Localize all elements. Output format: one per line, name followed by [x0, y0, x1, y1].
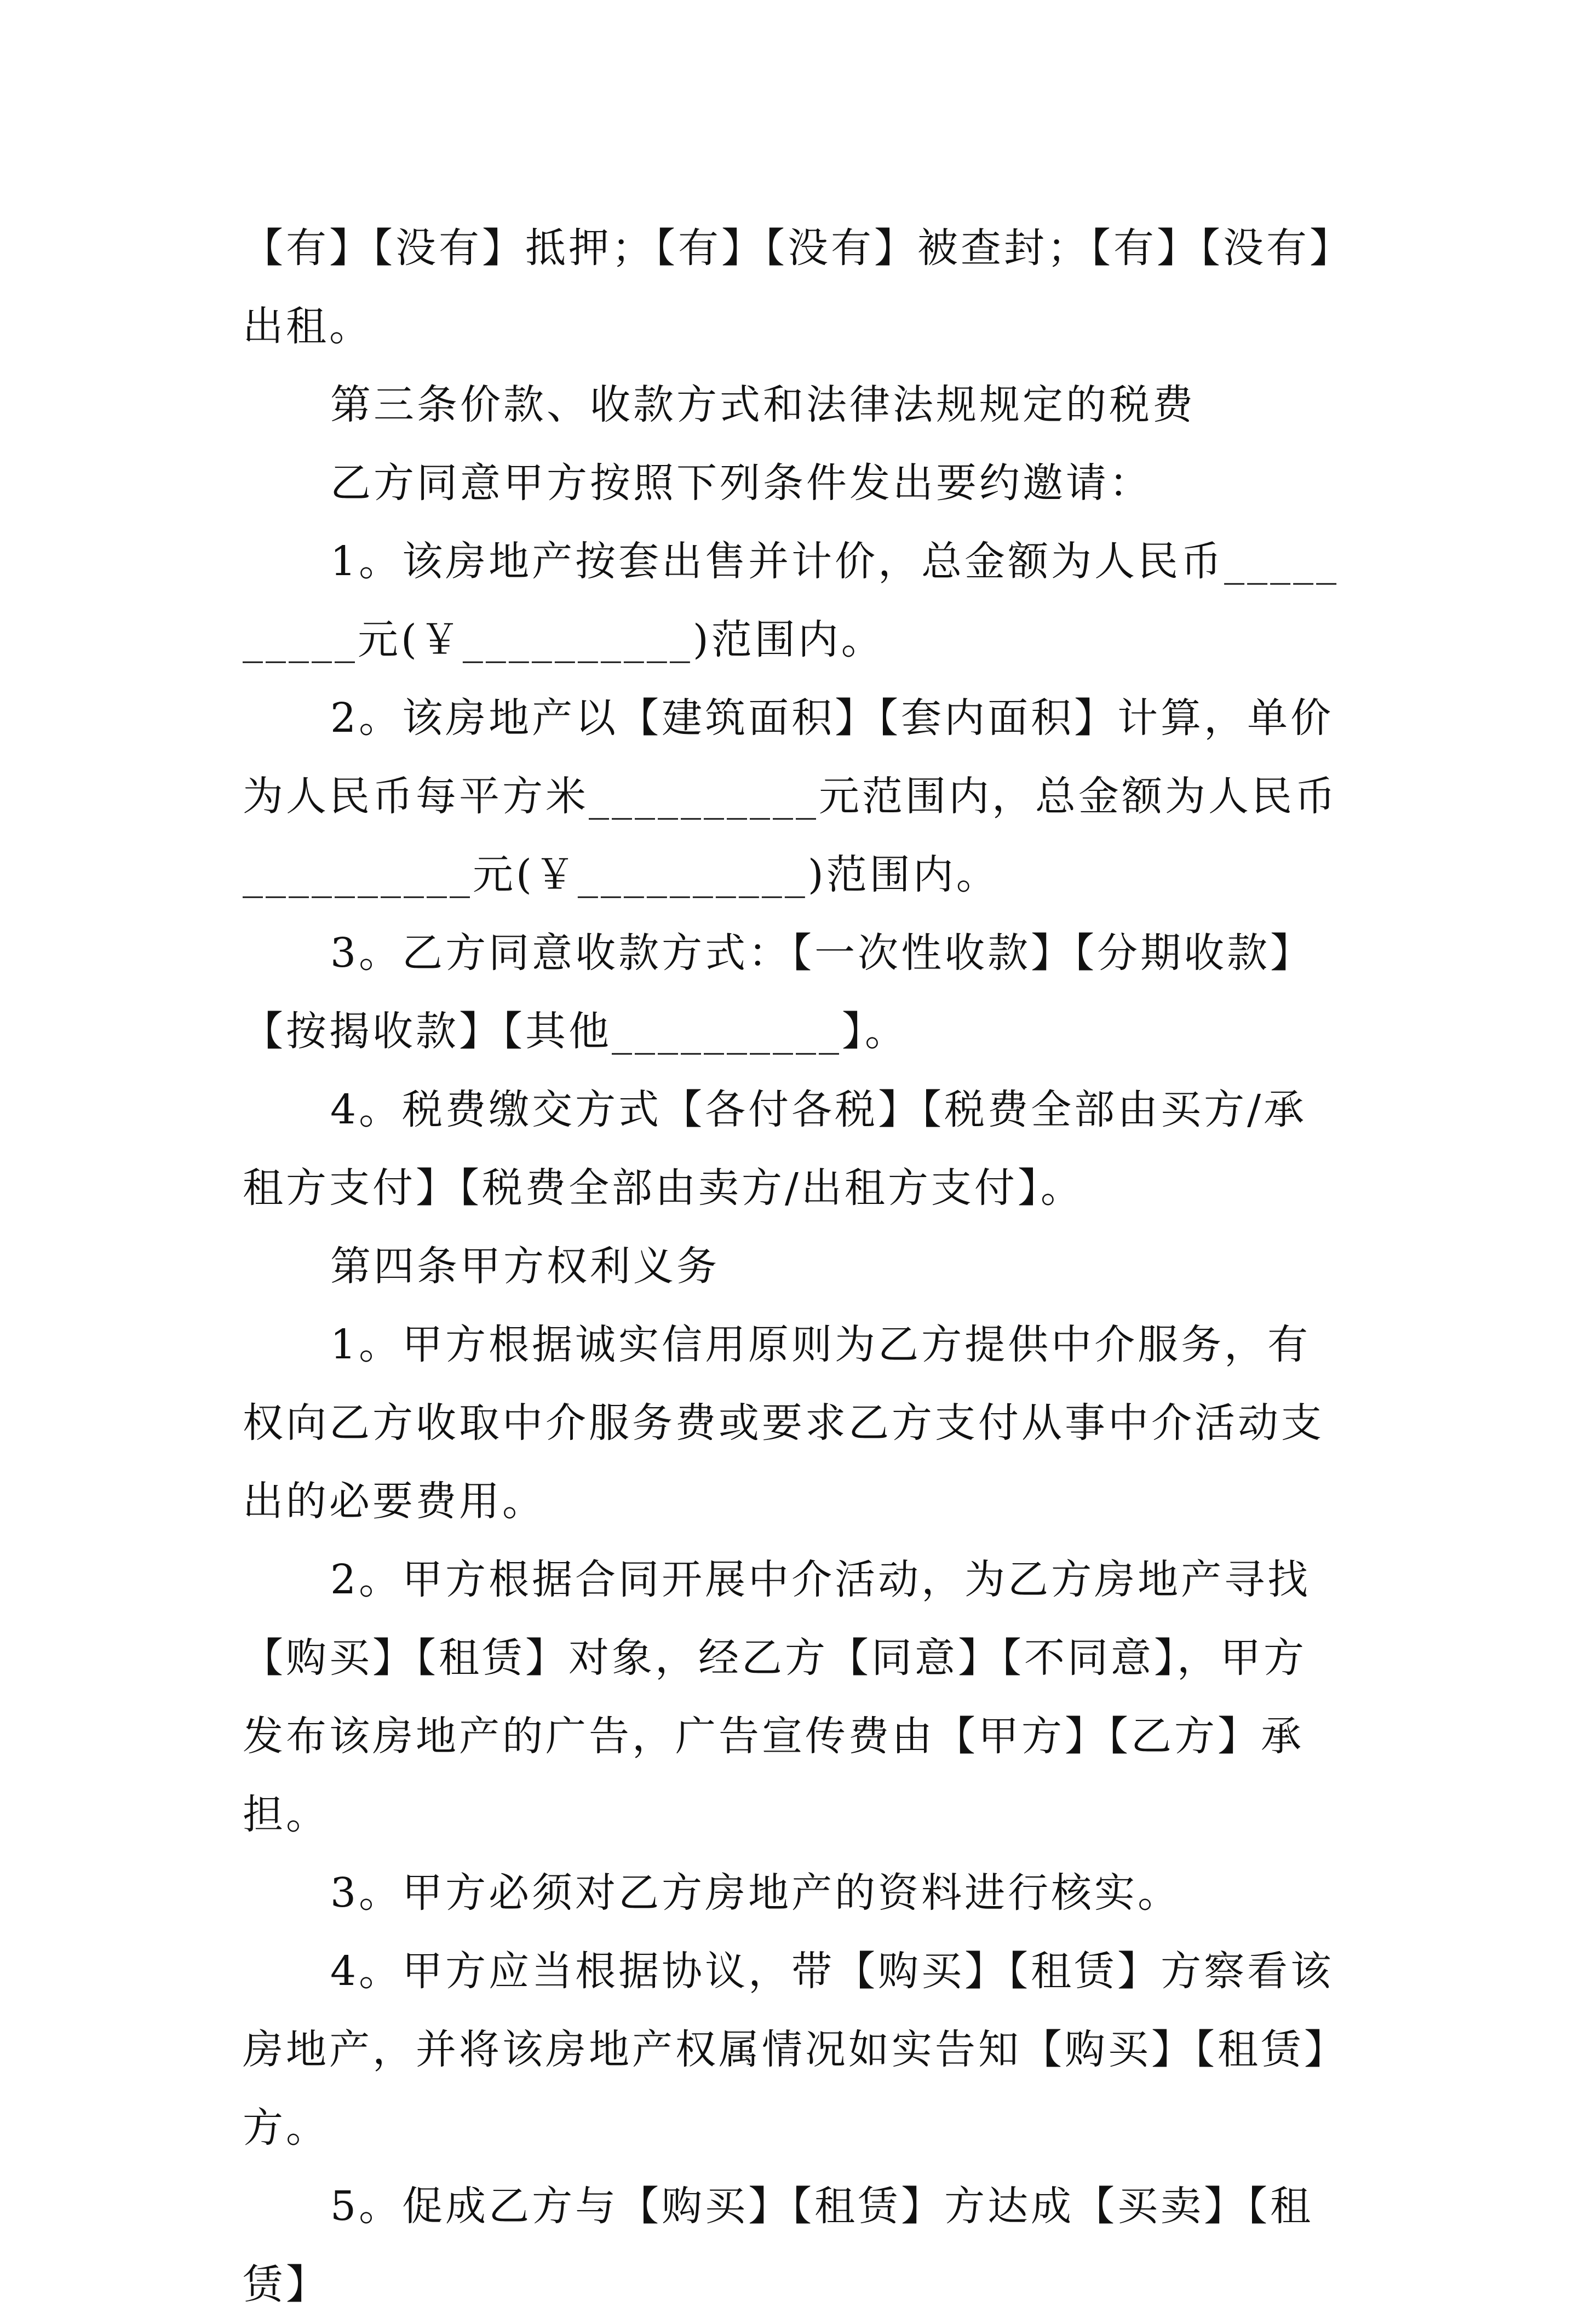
paragraph-encumbrance-status: 【有】【没有】抵押；【有】【没有】被查封；【有】【没有】出租。 [243, 225, 1333, 350]
paragraph-article-4-item-5: 5。促成乙方与【购买】【租赁】方达成【买卖】【租赁】 [243, 2183, 1314, 2308]
paragraph-article-3-item-3: 3。乙方同意收款方式：【一次性收款】【分期收款】【按揭收款】【其他__________】。 [243, 929, 1314, 1055]
paragraph-article-3-item-1: 1。该房地产按套出售并计价，总金额为人民币__________元(￥__________)范围内。 [243, 538, 1340, 663]
paragraph-article-4-item-4: 4。甲方应当根据协议，带【购买】【租赁】方察看该房地产，并将该房地产权属情况如实告知【购买】【租赁】方。 [243, 1948, 1334, 2151]
paragraph-article-4-item-1: 1。甲方根据诚实信用原则为乙方提供中介服务，有权向乙方收取中介服务费或要求乙方支付从事中介活动支出的必要费用。 [243, 1321, 1324, 1525]
heading-article-4: 第四条甲方权利义务 [330, 1243, 720, 1290]
paragraph-article-3-item-2: 2。该房地产以【建筑面积】【套内面积】计算，单价为人民币每平方米__________元范围内，总金额为人民币__________元(￥__________)范围内。 [243, 695, 1338, 898]
heading-article-3: 第三条价款、收款方式和法律法规规定的税费 [330, 381, 1196, 428]
paragraph-article-3-item-4: 4。税费缴交方式【各付各税】【税费全部由买方/承租方支付】【税费全部由卖方/出租方支付】。 [243, 1086, 1307, 1212]
paragraph-article-4-item-2: 2。甲方根据合同开展中介活动，为乙方房地产寻找【购买】【租赁】对象，经乙方【同意】【不同意】，甲方发布该房地产的广告，广告宣传费由【甲方】【乙方】承担。 [243, 1556, 1311, 1838]
document-body [243, 209, 1345, 2324]
paragraph-article-4-item-3: 3。甲方必须对乙方房地产的资料进行核实。 [330, 1869, 1181, 1916]
paragraph-offer-invitation: 乙方同意甲方按照下列条件发出要约邀请： [330, 460, 1152, 507]
